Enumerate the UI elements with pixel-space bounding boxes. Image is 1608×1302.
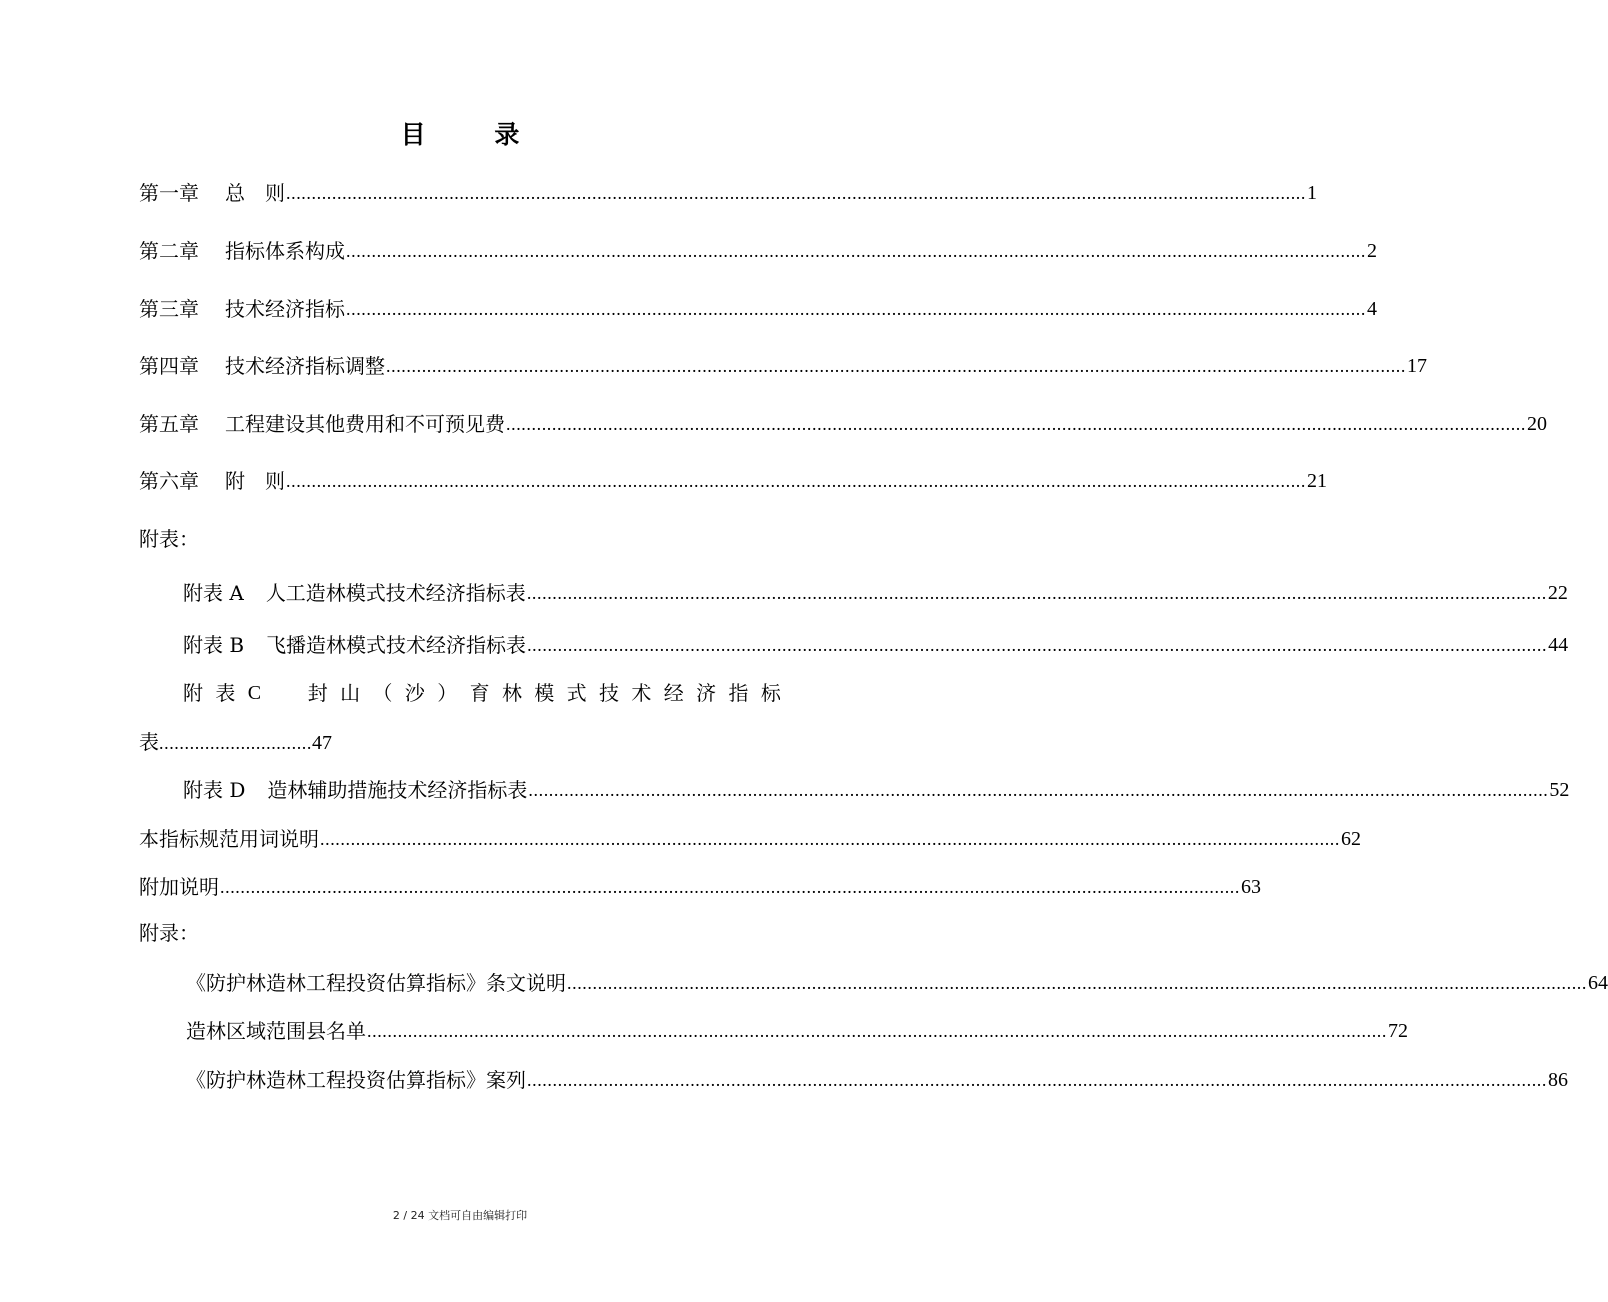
toc-entry-chapter-6[interactable] <box>139 466 1327 494</box>
char: 附 <box>183 681 203 705</box>
toc-entry-chapter-1[interactable] <box>139 178 1317 206</box>
leader-dots: ........................................................................................................................................................................................................ <box>567 973 1587 993</box>
page-number: 62 <box>1341 828 1361 850</box>
leader-dots: ........................................................................................................................................................................................................ <box>506 414 1526 434</box>
page-number: 63 <box>1241 876 1261 898</box>
toc-entry-appendix-3[interactable] <box>186 1065 1568 1093</box>
chapter-number: 第三章 <box>139 297 199 321</box>
page-number: 4 <box>1367 298 1377 320</box>
leader-dots: ........................................................................................................................................................................................................ <box>346 241 1366 261</box>
page-number: 47 <box>312 732 332 754</box>
toc-entry-table-a[interactable] <box>183 578 1568 606</box>
char: 封 <box>307 681 328 705</box>
leader-dots: ........................................................................................................................................................................................................ <box>528 780 1549 800</box>
chapter-name: 技术经济指标 <box>225 297 345 321</box>
chapter-number: 第五章 <box>139 412 199 436</box>
char: 模 <box>534 681 555 705</box>
char: 技 <box>599 681 620 705</box>
appendix-tables-heading: 附表： <box>139 527 199 551</box>
table-name: 飞播造林模式技术经济指标表 <box>266 633 527 657</box>
page-number: 52 <box>1549 779 1570 801</box>
chapter-number: 第四章 <box>139 354 199 378</box>
table-name: 人工造林模式技术经济指标表 <box>265 581 526 605</box>
char: 经 <box>663 681 684 705</box>
toc-entry-chapter-2[interactable] <box>139 236 1377 264</box>
chapter-number: 第一章 <box>139 181 199 205</box>
leader-dots: ........................................................................................................................................................................................................ <box>286 471 1306 491</box>
entry-name: 造林区域范围县名单 <box>186 1019 366 1043</box>
char: 济 <box>696 681 717 705</box>
toc-title: 目 录 <box>400 120 550 149</box>
char: 术 <box>631 681 652 705</box>
table-number: 附表 A <box>183 581 244 605</box>
leader-dots: ........................................................................................................................................................................................................ <box>346 299 1366 319</box>
char: 指 <box>728 681 749 705</box>
page-number: 2 <box>1367 240 1377 262</box>
entry-name: 附加说明 <box>139 875 219 899</box>
char: 育 <box>469 681 490 705</box>
leader-dots: ........................................................................................................................................................................................................ <box>286 183 1306 203</box>
toc-entry-table-c[interactable] <box>183 680 781 706</box>
chapter-name: 指标体系构成 <box>225 239 345 263</box>
char: 表 <box>215 681 236 705</box>
toc-entry-chapter-4[interactable] <box>139 351 1427 379</box>
char: 式 <box>566 681 587 705</box>
toc-entry-chapter-5[interactable] <box>139 409 1547 437</box>
char: C <box>247 682 262 704</box>
spacer <box>273 680 295 706</box>
char: ） <box>437 681 458 705</box>
toc-entry-table-b[interactable] <box>183 630 1569 658</box>
leader-dots: ........................................................................................................................................................................................................ <box>527 635 1548 655</box>
page-number: 64 <box>1588 972 1608 994</box>
leader-dots: ........................................................................................................................................................................................................ <box>320 829 1340 849</box>
chapter-name: 工程建设其他费用和不可预见费 <box>225 412 505 436</box>
leader-dots: ........................................................................................................................................................................................................ <box>386 356 1406 376</box>
entry-name: 《防护林造林工程投资估算指标》案列 <box>186 1068 526 1092</box>
page-number: 21 <box>1307 470 1327 492</box>
table-name-tail: 表 <box>139 730 159 754</box>
char: 林 <box>501 681 522 705</box>
toc-entry-additional-notes[interactable] <box>139 872 1261 900</box>
appendix-heading: 附录： <box>139 921 199 945</box>
leader-dots: .............................. <box>159 733 312 753</box>
toc-entry-table-d[interactable] <box>183 775 1570 803</box>
chapter-name: 附 则 <box>225 469 285 493</box>
page-number: 22 <box>1547 582 1568 604</box>
chapter-name: 总 则 <box>225 181 285 205</box>
page-footer: 2 / 24 文档可自由编辑打印 <box>392 1209 528 1222</box>
char: 沙 <box>404 681 425 705</box>
char: （ <box>372 681 393 705</box>
char: 标 <box>760 681 781 705</box>
toc-entry-terms[interactable] <box>139 824 1361 852</box>
table-number: 附表 D <box>183 778 246 802</box>
leader-dots: ........................................................................................................................................................................................................ <box>367 1021 1387 1041</box>
page-number: 72 <box>1388 1020 1408 1042</box>
leader-dots: ........................................................................................................................................................................................................ <box>220 877 1240 897</box>
toc-entry-appendix-2[interactable] <box>186 1016 1408 1044</box>
char: 山 <box>340 681 361 705</box>
page-number: 17 <box>1407 355 1427 377</box>
toc-entry-appendix-1[interactable] <box>186 968 1608 996</box>
chapter-number: 第六章 <box>139 469 199 493</box>
table-name: 造林辅助措施技术经济指标表 <box>267 778 528 802</box>
page-number: 86 <box>1548 1069 1568 1091</box>
toc-entry-table-c-continued[interactable] <box>139 729 332 756</box>
leader-dots: ........................................................................................................................................................................................................ <box>526 583 1547 603</box>
table-number: 附表 B <box>183 633 245 657</box>
page-number: 1 <box>1307 182 1317 204</box>
chapter-name: 技术经济指标调整 <box>225 354 385 378</box>
page-number: 44 <box>1548 634 1569 656</box>
page-number: 20 <box>1527 413 1547 435</box>
chapter-number: 第二章 <box>139 239 199 263</box>
entry-name: 《防护林造林工程投资估算指标》条文说明 <box>186 971 566 995</box>
leader-dots: ........................................................................................................................................................................................................ <box>527 1070 1547 1090</box>
toc-entry-chapter-3[interactable] <box>139 294 1377 322</box>
entry-name: 本指标规范用词说明 <box>139 827 319 851</box>
